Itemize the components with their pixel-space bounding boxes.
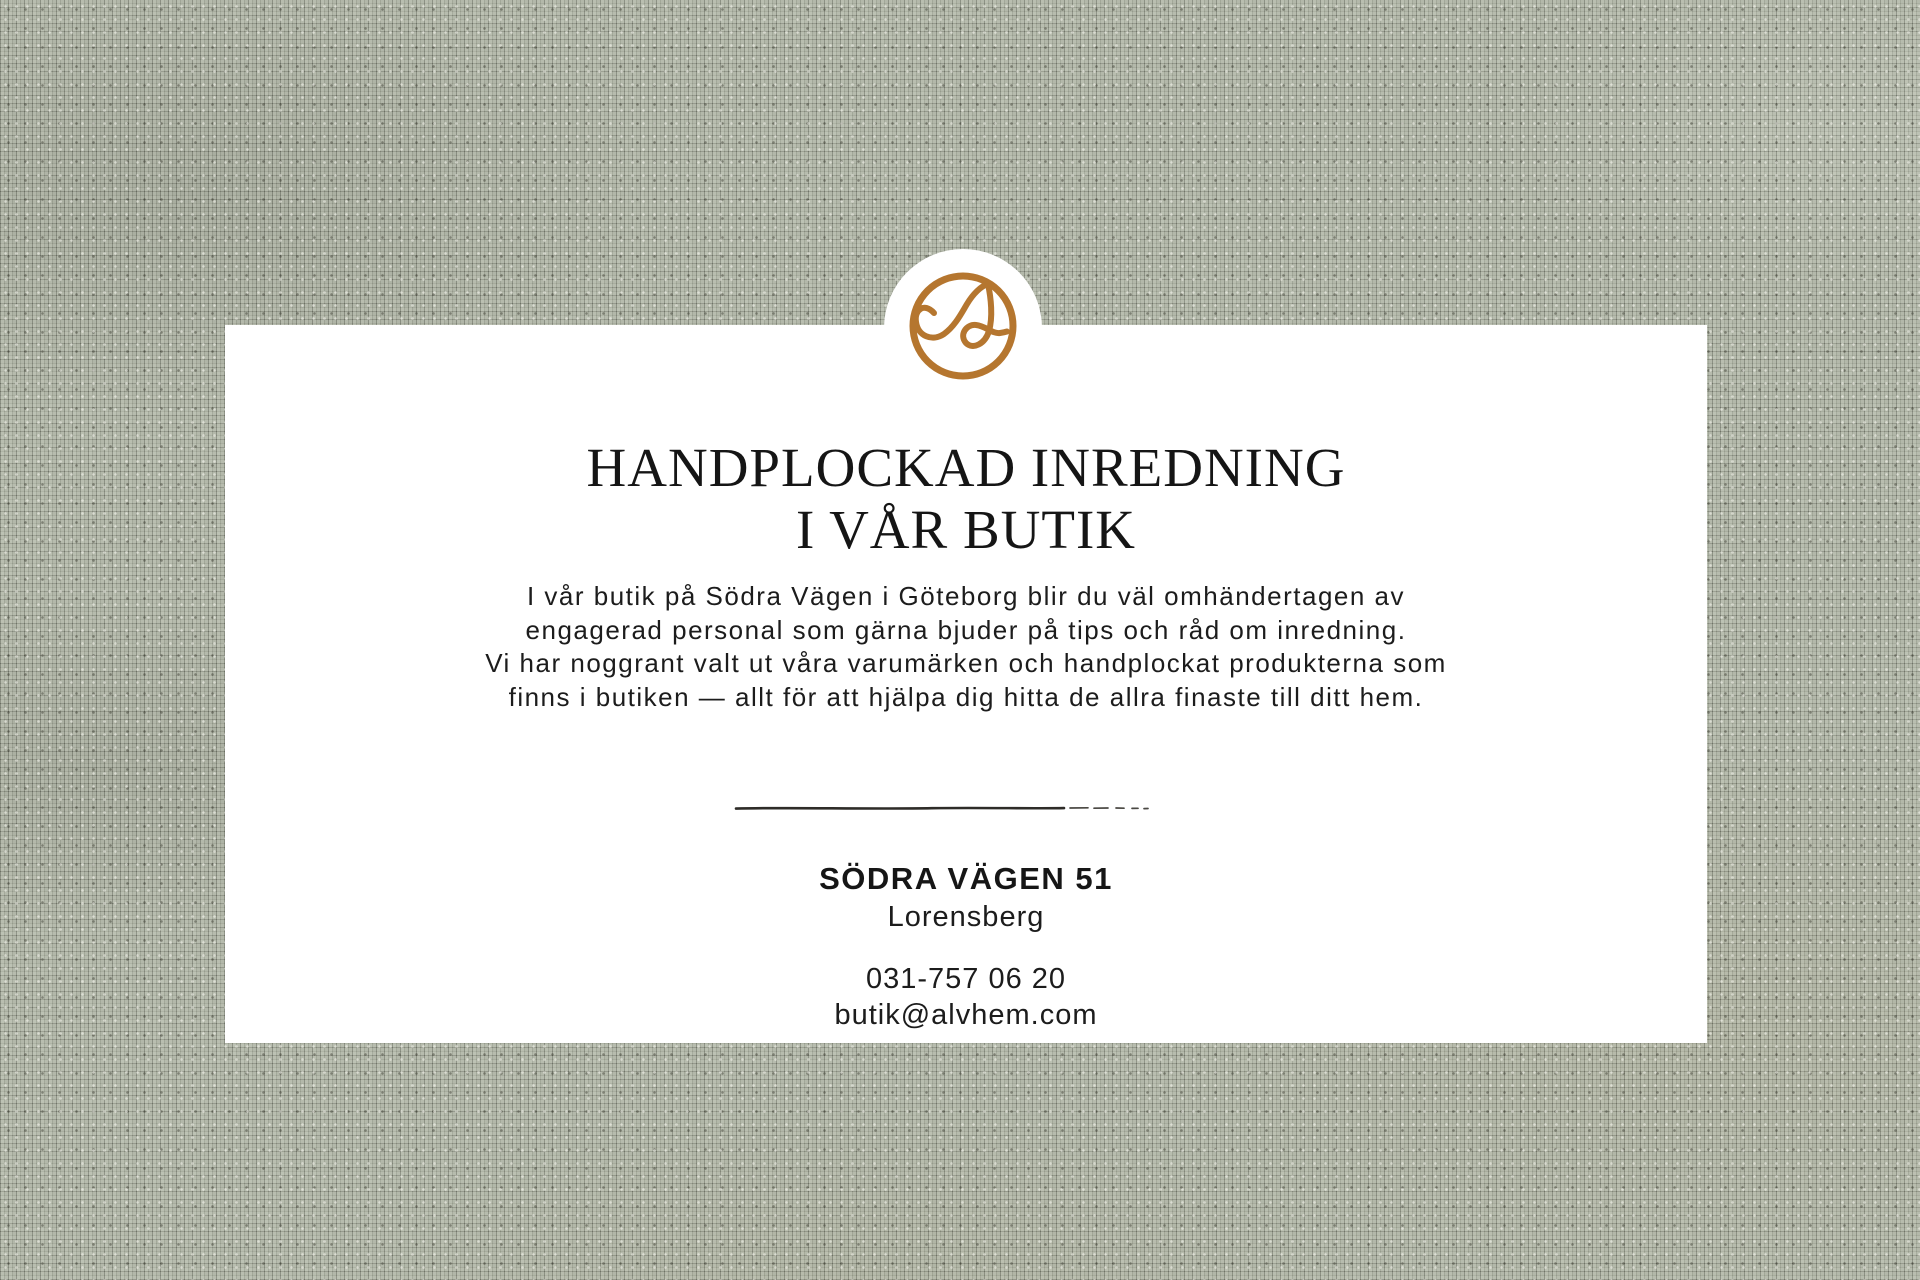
- email-address: butik@alvhem.com: [834, 999, 1098, 1031]
- heading-line-2: I VÅR BUTIK: [796, 499, 1136, 560]
- logo-badge: [884, 249, 1042, 407]
- brush-divider: [225, 799, 1707, 817]
- heading: [225, 437, 1707, 561]
- intro-line: Vi har noggrant valt ut våra varumärken och handplockat produkterna som: [485, 648, 1447, 678]
- logo-monogram-icon: [904, 271, 1022, 385]
- heading-line-1: HANDPLOCKAD INREDNING: [586, 437, 1346, 498]
- intro-line: I vår butik på Södra Vägen i Göteborg blir du väl omhändertagen av: [526, 581, 1406, 611]
- phone-number: 031-757 06 20: [865, 963, 1067, 995]
- intro-line: finns i butiken — allt för att hjälpa dig hitta de allra finaste till ditt hem.: [508, 681, 1424, 712]
- district: Lorensberg: [887, 901, 1045, 933]
- intro-paragraph: [225, 580, 1707, 714]
- street-address: SÖDRA VÄGEN 51: [819, 861, 1113, 896]
- intro-line: engagerad personal som gärna bjuder på tips och råd om inredning.: [525, 614, 1407, 645]
- content-card: [225, 325, 1707, 1043]
